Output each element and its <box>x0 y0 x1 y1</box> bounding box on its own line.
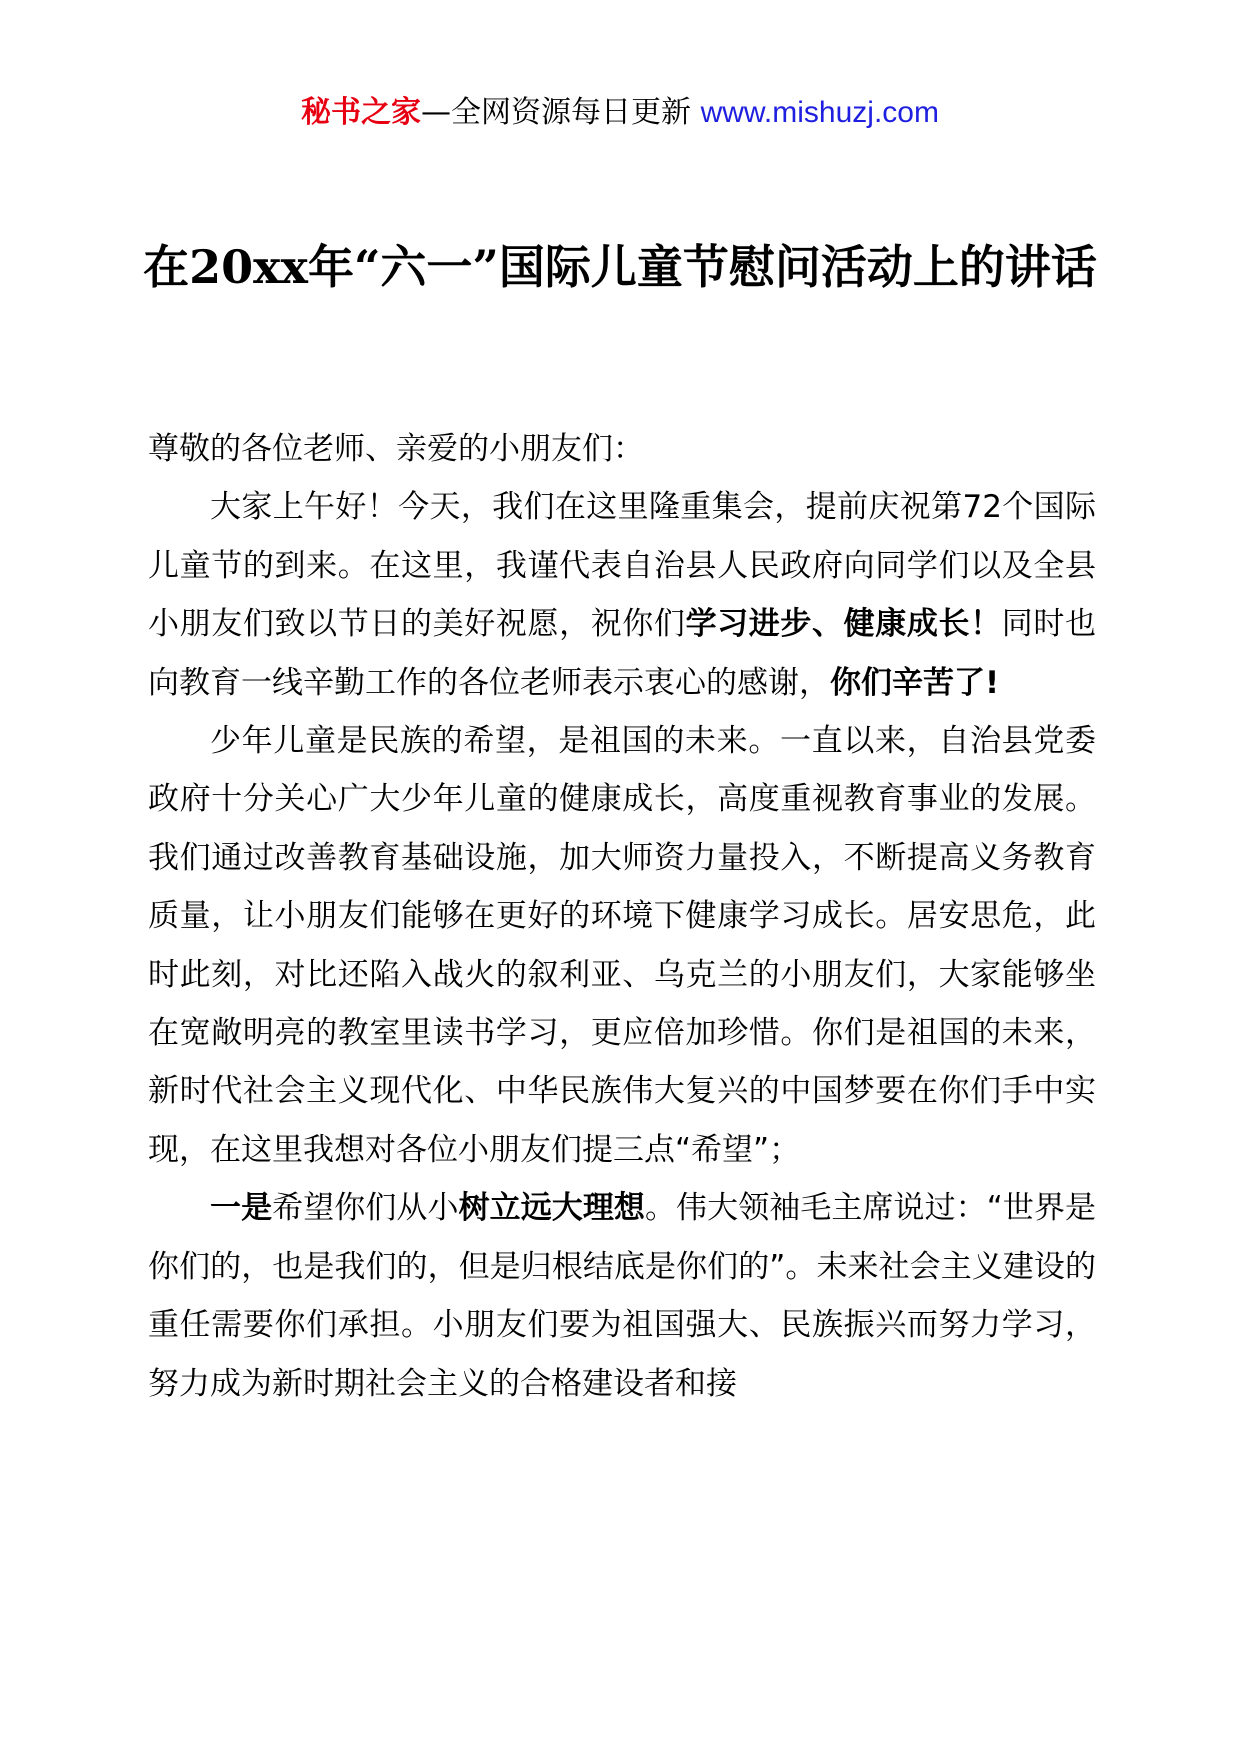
paragraph-hope: 少年儿童是民族的希望，是祖国的未来。一直以来，自治县党委政府十分关心广大少年儿童的健康成长，高度重视教育事业的发展。我们通过改善教育基础设施，加大师资力量投入，不断提高义务教育质量，让小朋友们能够在更好的环境下健康学习成长。居安思危，此时此刻，对比还陷入战火的叙利亚、乌克兰的小朋友们，大家能够坐在宽敞明亮的教室里读书学习，更应倍加珍惜。你们是祖国的未来，新时代社会主义现代化、中华民族伟大复兴的中国梦要在你们手中实现，在这里我想对各位小朋友们提三点“希望”； <box>148 723 1096 1168</box>
document-body <box>148 420 1096 1413</box>
paragraph-greeting-text: 大家上午好！今天，我们在这里隆重集会，提前庆祝第72个国际儿童节的到来。在这里，我谨代表自治县人民政府向同学们以及全县小朋友们致以节日的美好祝愿，祝你们 <box>148 489 1096 643</box>
first-point-text: 。伟大领袖毛主席说过：“世界是你们的，也是我们的，但是归根结底是你们的”。未来社会主义建设的重任需要你们承担。小朋友们要为祖国强大、民族振兴而努力学习，努力成为新时期社会主义的合格建设者和接 <box>148 1190 1097 1402</box>
document-title: 在20xx年“六一”国际儿童节慰问活动上的讲话 <box>143 240 1097 294</box>
paragraph-greeting-thanks: 同时也向教育一线辛勤工作的各位老师表示衷心的感谢， <box>148 606 1097 701</box>
site-url-link[interactable]: www.mishuzj.com <box>700 96 939 129</box>
first-point-heading: 树立远大理想 <box>458 1190 645 1227</box>
paragraph-greeting-wish: 学习进步、健康成长！ <box>685 606 1002 643</box>
salutation: 尊敬的各位老师、亲爱的小朋友们： <box>148 431 644 467</box>
first-point-intro: 希望你们从小 <box>272 1190 459 1227</box>
paragraph-greeting <box>148 478 1096 712</box>
site-brand: 秘书之家 <box>301 95 422 130</box>
first-point-label: 一是 <box>210 1190 273 1227</box>
paragraph-first-point <box>148 1179 1096 1413</box>
site-header <box>0 93 1240 133</box>
site-tagline: —全网资源每日更新 <box>421 95 701 130</box>
paragraph-greeting-closing: 你们辛苦了! <box>830 664 1000 701</box>
